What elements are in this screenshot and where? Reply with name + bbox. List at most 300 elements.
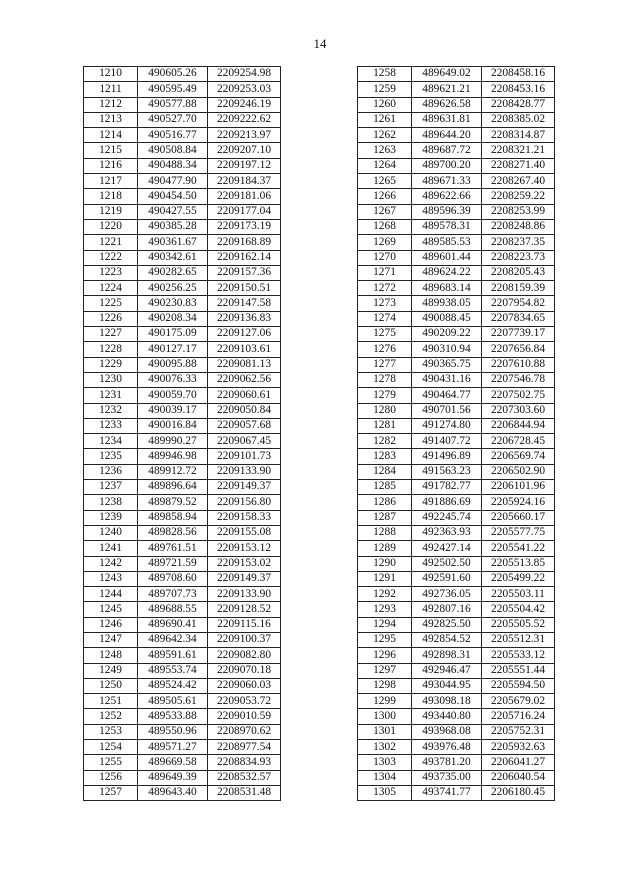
coordinate-table-body xyxy=(358,67,555,801)
point-number-cell: 1223 xyxy=(84,265,138,280)
x-coordinate-cell: 489687.72 xyxy=(412,143,482,158)
y-coordinate-cell: 2209147.58 xyxy=(208,296,281,311)
x-coordinate-cell: 490454.50 xyxy=(138,189,208,204)
table-row xyxy=(358,296,555,311)
point-number-cell: 1221 xyxy=(84,235,138,250)
table-row xyxy=(84,250,281,265)
x-coordinate-cell: 489828.56 xyxy=(138,525,208,540)
x-coordinate-cell: 489505.61 xyxy=(138,694,208,709)
table-row xyxy=(84,219,281,234)
point-number-cell: 1287 xyxy=(358,510,412,525)
table-row xyxy=(358,112,555,127)
table-row xyxy=(358,158,555,173)
y-coordinate-cell: 2208453.16 xyxy=(482,82,555,97)
point-number-cell: 1218 xyxy=(84,189,138,204)
x-coordinate-cell: 492946.47 xyxy=(412,663,482,678)
point-number-cell: 1242 xyxy=(84,556,138,571)
y-coordinate-cell: 2205752.31 xyxy=(482,724,555,739)
y-coordinate-cell: 2209057.68 xyxy=(208,418,281,433)
point-number-cell: 1219 xyxy=(84,204,138,219)
y-coordinate-cell: 2206101.96 xyxy=(482,480,555,495)
y-coordinate-cell: 2209060.03 xyxy=(208,678,281,693)
y-coordinate-cell: 2208267.40 xyxy=(482,174,555,189)
y-coordinate-cell: 2209053.72 xyxy=(208,694,281,709)
point-number-cell: 1295 xyxy=(358,632,412,647)
point-number-cell: 1292 xyxy=(358,587,412,602)
table-row xyxy=(358,556,555,571)
x-coordinate-cell: 490427.55 xyxy=(138,204,208,219)
y-coordinate-cell: 2209181.06 xyxy=(208,189,281,204)
table-row xyxy=(358,785,555,800)
x-coordinate-cell: 493781.20 xyxy=(412,755,482,770)
y-coordinate-cell: 2207834.65 xyxy=(482,311,555,326)
point-number-cell: 1235 xyxy=(84,449,138,464)
y-coordinate-cell: 2205551.44 xyxy=(482,663,555,678)
y-coordinate-cell: 2209246.19 xyxy=(208,97,281,112)
x-coordinate-cell: 492898.31 xyxy=(412,648,482,663)
table-row xyxy=(358,82,555,97)
point-number-cell: 1237 xyxy=(84,480,138,495)
table-row xyxy=(358,755,555,770)
x-coordinate-cell: 489553.74 xyxy=(138,663,208,678)
x-coordinate-cell: 489879.52 xyxy=(138,495,208,510)
point-number-cell: 1224 xyxy=(84,281,138,296)
table-row xyxy=(358,709,555,724)
table-row xyxy=(84,235,281,250)
y-coordinate-cell: 2205512.31 xyxy=(482,632,555,647)
x-coordinate-cell: 490095.88 xyxy=(138,357,208,372)
table-row xyxy=(358,740,555,755)
table-row xyxy=(84,342,281,357)
point-number-cell: 1282 xyxy=(358,434,412,449)
y-coordinate-cell: 2208314.87 xyxy=(482,128,555,143)
x-coordinate-cell: 492591.60 xyxy=(412,571,482,586)
table-row xyxy=(84,740,281,755)
point-number-cell: 1276 xyxy=(358,342,412,357)
table-row xyxy=(358,67,555,82)
table-row xyxy=(358,602,555,617)
y-coordinate-cell: 2205660.17 xyxy=(482,510,555,525)
table-row xyxy=(358,617,555,632)
y-coordinate-cell: 2209010.59 xyxy=(208,709,281,724)
y-coordinate-cell: 2209060.61 xyxy=(208,388,281,403)
table-row xyxy=(84,97,281,112)
y-coordinate-cell: 2207303.60 xyxy=(482,403,555,418)
x-coordinate-cell: 490208.34 xyxy=(138,311,208,326)
table-row xyxy=(84,128,281,143)
table-row xyxy=(358,663,555,678)
point-number-cell: 1294 xyxy=(358,617,412,632)
table-row xyxy=(358,678,555,693)
point-number-cell: 1255 xyxy=(84,755,138,770)
table-row xyxy=(358,327,555,342)
table-row xyxy=(84,587,281,602)
x-coordinate-cell: 489571.27 xyxy=(138,740,208,755)
table-row xyxy=(84,709,281,724)
point-number-cell: 1281 xyxy=(358,418,412,433)
x-coordinate-cell: 489858.94 xyxy=(138,510,208,525)
x-coordinate-cell: 492427.14 xyxy=(412,541,482,556)
point-number-cell: 1286 xyxy=(358,495,412,510)
point-number-cell: 1293 xyxy=(358,602,412,617)
x-coordinate-cell: 490088.45 xyxy=(412,311,482,326)
x-coordinate-cell: 492736.05 xyxy=(412,587,482,602)
x-coordinate-cell: 489585.53 xyxy=(412,235,482,250)
table-row xyxy=(84,632,281,647)
table-row xyxy=(84,510,281,525)
point-number-cell: 1299 xyxy=(358,694,412,709)
x-coordinate-cell: 493044.95 xyxy=(412,678,482,693)
y-coordinate-cell: 2207502.75 xyxy=(482,388,555,403)
table-row xyxy=(84,571,281,586)
x-coordinate-cell: 489912.72 xyxy=(138,464,208,479)
y-coordinate-cell: 2205594.50 xyxy=(482,678,555,693)
x-coordinate-cell: 491496.89 xyxy=(412,449,482,464)
x-coordinate-cell: 491782.77 xyxy=(412,480,482,495)
point-number-cell: 1277 xyxy=(358,357,412,372)
point-number-cell: 1265 xyxy=(358,174,412,189)
y-coordinate-cell: 2209149.37 xyxy=(208,571,281,586)
y-coordinate-cell: 2209062.56 xyxy=(208,372,281,387)
table-row xyxy=(84,112,281,127)
x-coordinate-cell: 489601.44 xyxy=(412,250,482,265)
table-row xyxy=(358,770,555,785)
point-number-cell: 1241 xyxy=(84,541,138,556)
coordinate-table-right xyxy=(357,66,555,801)
x-coordinate-cell: 490175.09 xyxy=(138,327,208,342)
y-coordinate-cell: 2208237.35 xyxy=(482,235,555,250)
x-coordinate-cell: 490365.75 xyxy=(412,357,482,372)
y-coordinate-cell: 2208531.48 xyxy=(208,785,281,800)
x-coordinate-cell: 490701.56 xyxy=(412,403,482,418)
x-coordinate-cell: 490508.84 xyxy=(138,143,208,158)
point-number-cell: 1268 xyxy=(358,219,412,234)
table-row xyxy=(358,357,555,372)
x-coordinate-cell: 493440.80 xyxy=(412,709,482,724)
x-coordinate-cell: 491274.80 xyxy=(412,418,482,433)
y-coordinate-cell: 2209153.02 xyxy=(208,556,281,571)
y-coordinate-cell: 2208253.99 xyxy=(482,204,555,219)
table-row xyxy=(84,189,281,204)
point-number-cell: 1227 xyxy=(84,327,138,342)
point-number-cell: 1225 xyxy=(84,296,138,311)
table-row xyxy=(358,128,555,143)
x-coordinate-cell: 489688.55 xyxy=(138,602,208,617)
y-coordinate-cell: 2209153.12 xyxy=(208,541,281,556)
point-number-cell: 1226 xyxy=(84,311,138,326)
x-coordinate-cell: 492807.16 xyxy=(412,602,482,617)
point-number-cell: 1274 xyxy=(358,311,412,326)
y-coordinate-cell: 2205499.22 xyxy=(482,571,555,586)
coordinate-table-body xyxy=(84,67,281,801)
table-row xyxy=(84,663,281,678)
table-row xyxy=(358,571,555,586)
y-coordinate-cell: 2205503.11 xyxy=(482,587,555,602)
table-row xyxy=(358,281,555,296)
y-coordinate-cell: 2209081.13 xyxy=(208,357,281,372)
x-coordinate-cell: 489644.20 xyxy=(412,128,482,143)
table-row xyxy=(84,204,281,219)
y-coordinate-cell: 2208205.43 xyxy=(482,265,555,280)
point-number-cell: 1230 xyxy=(84,372,138,387)
table-row xyxy=(358,648,555,663)
x-coordinate-cell: 492854.52 xyxy=(412,632,482,647)
point-number-cell: 1273 xyxy=(358,296,412,311)
x-coordinate-cell: 489596.39 xyxy=(412,204,482,219)
y-coordinate-cell: 2207610.88 xyxy=(482,357,555,372)
y-coordinate-cell: 2209156.80 xyxy=(208,495,281,510)
table-row xyxy=(84,327,281,342)
x-coordinate-cell: 490076.33 xyxy=(138,372,208,387)
x-coordinate-cell: 493968.08 xyxy=(412,724,482,739)
table-row xyxy=(358,372,555,387)
table-row xyxy=(358,464,555,479)
table-row xyxy=(358,204,555,219)
table-row xyxy=(358,265,555,280)
table-row xyxy=(84,357,281,372)
point-number-cell: 1284 xyxy=(358,464,412,479)
y-coordinate-cell: 2208271.40 xyxy=(482,158,555,173)
point-number-cell: 1256 xyxy=(84,770,138,785)
y-coordinate-cell: 2209184.37 xyxy=(208,174,281,189)
table-row xyxy=(84,556,281,571)
x-coordinate-cell: 492363.93 xyxy=(412,525,482,540)
x-coordinate-cell: 489721.59 xyxy=(138,556,208,571)
point-number-cell: 1260 xyxy=(358,97,412,112)
x-coordinate-cell: 490059.70 xyxy=(138,388,208,403)
point-number-cell: 1280 xyxy=(358,403,412,418)
point-number-cell: 1262 xyxy=(358,128,412,143)
table-row xyxy=(84,678,281,693)
y-coordinate-cell: 2209197.12 xyxy=(208,158,281,173)
table-row xyxy=(358,587,555,602)
point-number-cell: 1250 xyxy=(84,678,138,693)
x-coordinate-cell: 490385.28 xyxy=(138,219,208,234)
y-coordinate-cell: 2206041.27 xyxy=(482,755,555,770)
point-number-cell: 1238 xyxy=(84,495,138,510)
table-row xyxy=(84,770,281,785)
x-coordinate-cell: 489649.02 xyxy=(412,67,482,82)
table-row xyxy=(358,403,555,418)
y-coordinate-cell: 2208970.62 xyxy=(208,724,281,739)
point-number-cell: 1258 xyxy=(358,67,412,82)
point-number-cell: 1270 xyxy=(358,250,412,265)
point-number-cell: 1213 xyxy=(84,112,138,127)
table-row xyxy=(84,464,281,479)
point-number-cell: 1283 xyxy=(358,449,412,464)
x-coordinate-cell: 490431.16 xyxy=(412,372,482,387)
x-coordinate-cell: 489761.51 xyxy=(138,541,208,556)
table-row xyxy=(358,174,555,189)
y-coordinate-cell: 2206728.45 xyxy=(482,434,555,449)
y-coordinate-cell: 2209127.06 xyxy=(208,327,281,342)
table-row xyxy=(84,67,281,82)
y-coordinate-cell: 2209082.80 xyxy=(208,648,281,663)
table-row xyxy=(84,434,281,449)
point-number-cell: 1304 xyxy=(358,770,412,785)
table-row xyxy=(358,97,555,112)
table-row xyxy=(358,235,555,250)
x-coordinate-cell: 489671.33 xyxy=(412,174,482,189)
point-number-cell: 1266 xyxy=(358,189,412,204)
point-number-cell: 1233 xyxy=(84,418,138,433)
x-coordinate-cell: 492825.50 xyxy=(412,617,482,632)
y-coordinate-cell: 2209253.03 xyxy=(208,82,281,97)
y-coordinate-cell: 2205716.24 xyxy=(482,709,555,724)
y-coordinate-cell: 2209136.83 xyxy=(208,311,281,326)
point-number-cell: 1296 xyxy=(358,648,412,663)
y-coordinate-cell: 2209162.14 xyxy=(208,250,281,265)
point-number-cell: 1263 xyxy=(358,143,412,158)
x-coordinate-cell: 490595.49 xyxy=(138,82,208,97)
point-number-cell: 1298 xyxy=(358,678,412,693)
point-number-cell: 1231 xyxy=(84,388,138,403)
y-coordinate-cell: 2208259.22 xyxy=(482,189,555,204)
x-coordinate-cell: 490527.70 xyxy=(138,112,208,127)
point-number-cell: 1211 xyxy=(84,82,138,97)
x-coordinate-cell: 493735.00 xyxy=(412,770,482,785)
table-row xyxy=(84,694,281,709)
table-row xyxy=(84,311,281,326)
y-coordinate-cell: 2205533.12 xyxy=(482,648,555,663)
table-row xyxy=(84,755,281,770)
x-coordinate-cell: 489626.58 xyxy=(412,97,482,112)
y-coordinate-cell: 2208834.93 xyxy=(208,755,281,770)
point-number-cell: 1240 xyxy=(84,525,138,540)
point-number-cell: 1236 xyxy=(84,464,138,479)
table-row xyxy=(358,342,555,357)
x-coordinate-cell: 489690.41 xyxy=(138,617,208,632)
y-coordinate-cell: 2206844.94 xyxy=(482,418,555,433)
point-number-cell: 1254 xyxy=(84,740,138,755)
point-number-cell: 1243 xyxy=(84,571,138,586)
y-coordinate-cell: 2208159.39 xyxy=(482,281,555,296)
point-number-cell: 1253 xyxy=(84,724,138,739)
table-row xyxy=(84,724,281,739)
table-row xyxy=(84,281,281,296)
table-row xyxy=(358,541,555,556)
y-coordinate-cell: 2208385.02 xyxy=(482,112,555,127)
y-coordinate-cell: 2208458.16 xyxy=(482,67,555,82)
x-coordinate-cell: 489550.96 xyxy=(138,724,208,739)
table-row xyxy=(358,449,555,464)
table-row xyxy=(84,403,281,418)
x-coordinate-cell: 490516.77 xyxy=(138,128,208,143)
table-row xyxy=(358,418,555,433)
x-coordinate-cell: 492245.74 xyxy=(412,510,482,525)
table-row xyxy=(358,632,555,647)
y-coordinate-cell: 2209207.10 xyxy=(208,143,281,158)
point-number-cell: 1272 xyxy=(358,281,412,296)
point-number-cell: 1279 xyxy=(358,388,412,403)
x-coordinate-cell: 490488.34 xyxy=(138,158,208,173)
x-coordinate-cell: 489669.58 xyxy=(138,755,208,770)
x-coordinate-cell: 490039.17 xyxy=(138,403,208,418)
y-coordinate-cell: 2209150.51 xyxy=(208,281,281,296)
y-coordinate-cell: 2208532.57 xyxy=(208,770,281,785)
table-row xyxy=(84,418,281,433)
y-coordinate-cell: 2209173.19 xyxy=(208,219,281,234)
y-coordinate-cell: 2209067.45 xyxy=(208,434,281,449)
x-coordinate-cell: 489591.61 xyxy=(138,648,208,663)
table-row xyxy=(358,480,555,495)
table-row xyxy=(358,434,555,449)
point-number-cell: 1257 xyxy=(84,785,138,800)
table-row xyxy=(84,265,281,280)
y-coordinate-cell: 2208248.86 xyxy=(482,219,555,234)
point-number-cell: 1278 xyxy=(358,372,412,387)
x-coordinate-cell: 490256.25 xyxy=(138,281,208,296)
x-coordinate-cell: 489631.81 xyxy=(412,112,482,127)
x-coordinate-cell: 490127.17 xyxy=(138,342,208,357)
x-coordinate-cell: 489700.20 xyxy=(412,158,482,173)
point-number-cell: 1271 xyxy=(358,265,412,280)
y-coordinate-cell: 2205541.22 xyxy=(482,541,555,556)
y-coordinate-cell: 2205577.75 xyxy=(482,525,555,540)
point-number-cell: 1239 xyxy=(84,510,138,525)
x-coordinate-cell: 489938.05 xyxy=(412,296,482,311)
table-row xyxy=(358,495,555,510)
point-number-cell: 1303 xyxy=(358,755,412,770)
table-row xyxy=(84,525,281,540)
table-row xyxy=(84,143,281,158)
y-coordinate-cell: 2205505.52 xyxy=(482,617,555,632)
point-number-cell: 1212 xyxy=(84,97,138,112)
point-number-cell: 1291 xyxy=(358,571,412,586)
table-row xyxy=(358,388,555,403)
x-coordinate-cell: 489707.73 xyxy=(138,587,208,602)
point-number-cell: 1288 xyxy=(358,525,412,540)
table-row xyxy=(358,311,555,326)
point-number-cell: 1220 xyxy=(84,219,138,234)
y-coordinate-cell: 2206040.54 xyxy=(482,770,555,785)
y-coordinate-cell: 2209133.90 xyxy=(208,464,281,479)
point-number-cell: 1259 xyxy=(358,82,412,97)
coordinate-table-left xyxy=(83,66,281,801)
y-coordinate-cell: 2208977.54 xyxy=(208,740,281,755)
x-coordinate-cell: 489649.39 xyxy=(138,770,208,785)
table-row xyxy=(358,510,555,525)
table-row xyxy=(84,617,281,632)
table-row xyxy=(84,602,281,617)
y-coordinate-cell: 2209177.04 xyxy=(208,204,281,219)
point-number-cell: 1285 xyxy=(358,480,412,495)
x-coordinate-cell: 493741.77 xyxy=(412,785,482,800)
table-row xyxy=(84,449,281,464)
y-coordinate-cell: 2209222.62 xyxy=(208,112,281,127)
x-coordinate-cell: 491886.69 xyxy=(412,495,482,510)
y-coordinate-cell: 2209103.61 xyxy=(208,342,281,357)
point-number-cell: 1252 xyxy=(84,709,138,724)
table-row xyxy=(84,541,281,556)
y-coordinate-cell: 2207546.78 xyxy=(482,372,555,387)
point-number-cell: 1248 xyxy=(84,648,138,663)
point-number-cell: 1264 xyxy=(358,158,412,173)
y-coordinate-cell: 2205513.85 xyxy=(482,556,555,571)
table-row xyxy=(84,480,281,495)
y-coordinate-cell: 2209115.16 xyxy=(208,617,281,632)
y-coordinate-cell: 2209254.98 xyxy=(208,67,281,82)
point-number-cell: 1300 xyxy=(358,709,412,724)
table-row xyxy=(84,648,281,663)
y-coordinate-cell: 2206569.74 xyxy=(482,449,555,464)
point-number-cell: 1246 xyxy=(84,617,138,632)
x-coordinate-cell: 491563.23 xyxy=(412,464,482,479)
table-row xyxy=(84,372,281,387)
table-row xyxy=(84,495,281,510)
table-row xyxy=(358,143,555,158)
y-coordinate-cell: 2207954.82 xyxy=(482,296,555,311)
